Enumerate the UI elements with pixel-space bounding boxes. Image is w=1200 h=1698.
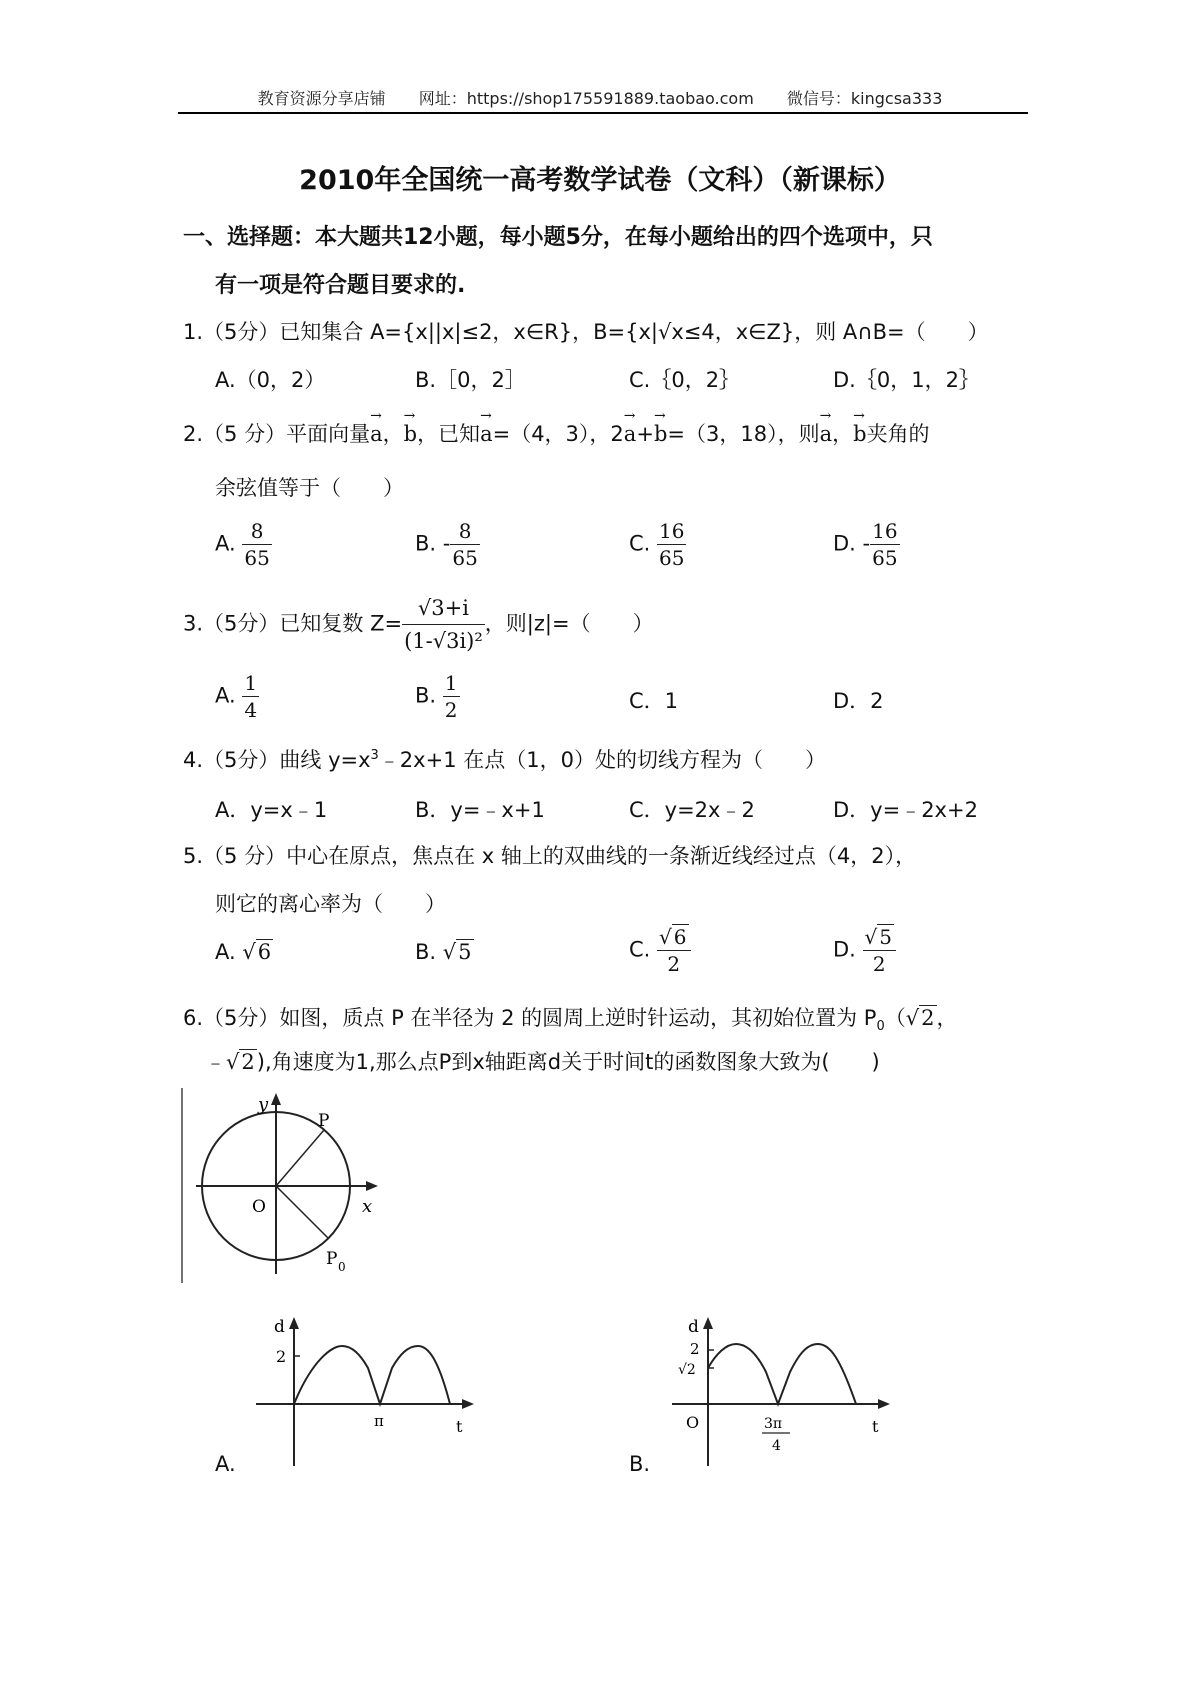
q2-sep: ， [832,422,854,446]
header-wechat: 微信号：kingcsa333 [786,89,943,108]
graph-a-t-label: t [456,1417,463,1436]
q2-cond2-coef: 2 [610,422,624,446]
numerator: 8 [450,518,479,545]
question-4-stem [183,744,826,774]
q5-d-label: D. [833,937,856,962]
q6-option-a-label: A. [215,1452,236,1476]
exam-title: 2010年全国统一高考数学试卷（文科）（新课标） [299,165,901,196]
q2-cond2-plus: + [636,422,654,446]
q2-b-fraction [450,518,479,571]
q2-cond1: =（4，3）， [492,422,611,446]
graph-b-tick-y: 2 [690,1340,700,1358]
q3-stem-post: ，则|z|=（ ） [484,611,654,636]
q6-open-paren: （ [884,1006,906,1030]
q2-b-sign: - [442,531,451,556]
x-axis-arrow [366,1181,378,1191]
q2-a-label: A. [215,531,236,556]
radius-op0 [276,1186,328,1238]
q5-option-b [415,940,474,964]
q5-b-label: B. [415,940,437,964]
fig-x-label: x [362,1196,373,1217]
q5-d-fraction [863,924,896,977]
q2-b-label: B. [415,531,437,556]
header-site: 网址：https://shop175591889.taobao.com [418,89,754,108]
q3-option-a [215,670,259,723]
question-6-line1 [183,1002,958,1034]
q2-a-fraction [242,518,271,571]
graph-a-d-label: d [274,1317,285,1337]
q3-option-b [415,670,460,723]
q3-option-d: D．2 [833,689,884,713]
vector-a: → a [624,422,637,446]
y-axis-arrow [271,1093,281,1105]
graph-b-tick-x-num: 3π [764,1416,783,1432]
denominator: (1-√3i)² [404,629,483,653]
denominator: 2 [872,952,886,976]
q2-stem-mid: ，已知 [417,422,481,446]
graph-a-tick-y: 2 [276,1347,287,1366]
graph-b-curve [708,1344,856,1404]
graph-a-d-arrow [289,1317,299,1329]
q3-stem-pre: 3.（5分）已知复数 Z= [183,611,403,636]
fig-p0-sub: 0 [338,1260,346,1274]
radicand: 5 [458,940,472,964]
denominator: 4 [244,698,258,722]
graph-b-tick-y2: √2 [678,1362,696,1378]
q2-option-c [629,518,686,571]
q6-minus: ﹣ [205,1050,226,1074]
radicand: 5 [879,925,893,949]
vector-b: → b [404,422,417,446]
radicand: 2 [241,1050,255,1074]
q3-b-label: B. [415,683,437,708]
q1-option-a: A.（0，2） [215,368,326,392]
section-heading-line2: 有一项是符合题目要求的. [215,273,466,298]
vector-a: → a [480,422,493,446]
q5-b-sqrt: √5 [442,940,472,964]
q2-stem-end: 夹角的 [866,422,930,446]
q5-option-d [833,924,896,977]
graph-b-tick-x-den: 4 [772,1438,781,1454]
denominator: 65 [872,546,898,570]
q3-a-label: A. [215,683,236,708]
numerator: 1 [244,671,258,695]
q3-fraction [402,592,485,657]
q1-option-b: B.［0，2］ [415,368,526,392]
q2-option-a [215,518,272,571]
numerator: 1 [444,671,458,695]
q5-option-a [215,940,273,964]
q6-line2-rest: ),角速度为1,那么点P到x轴距离d关于时间t的函数图象大致为( ) [256,1050,880,1074]
radicand: 2 [921,1006,935,1030]
q6-line1-pre: 6.（5分）如图，质点 P 在半径为 2 的圆周上逆时针运动，其初始位置为 P [183,1006,877,1030]
radicand: 6 [257,940,272,964]
question-6-line2 [205,1046,880,1076]
numerator: 16 [659,519,685,543]
numerator: √ 5 [863,924,896,951]
section-heading-line1: 一、选择题：本大题共12小题，每小题5分，在每小题给出的四个选项中，只 [183,225,933,250]
q4-stem-pre: 4.（5分）曲线 y=x [183,748,371,772]
graph-b-d-arrow [703,1317,713,1329]
q4-stem-post: ﹣2x+1 在点（1，0）处的切线方程为（ ） [378,748,826,772]
radius-op [276,1130,324,1186]
q2-d-sign: - [862,531,871,556]
q6-p0-sub: 0 [876,1019,885,1035]
q6-option-b-label: B. [629,1452,651,1476]
fig-y-label: y [258,1094,269,1115]
graph-b-t-label: t [872,1417,879,1436]
question-5-stem: 5.（5 分）中心在原点，焦点在 x 轴上的双曲线的一条渐近线经过点（4，2）， [183,844,917,868]
graph-b-origin: O [686,1413,700,1432]
numerator: √ 6 [657,924,690,951]
graph-b-d-label: d [688,1317,699,1337]
q4-option-b: B．y=﹣x+1 [415,798,545,822]
question-3-stem [183,592,654,657]
q2-option-b [415,518,480,571]
vector-a: → a [820,422,833,446]
q3-option-c: C．1 [629,689,679,713]
header-divider [178,112,1028,114]
graph-a [250,1310,480,1470]
question-2-stem [183,418,930,448]
vector-a: → a [370,422,383,446]
q5-a-sqrt: √6 [242,940,272,964]
q3-b-fraction [443,670,460,723]
q2-option-d [833,518,900,571]
denominator: 65 [659,546,685,570]
q2-sep: ， [382,422,404,446]
question-2-line2: 余弦值等于（ ） [215,476,404,500]
question-5-line2: 则它的离心率为（ ） [215,892,446,916]
numerator: 8 [242,518,271,545]
q6-comma: ， [936,1006,958,1030]
q6-sqrt-y: √2 [226,1050,255,1074]
q5-option-c [629,924,691,977]
denominator: 2 [667,952,681,976]
q4-option-c: C．y=2x﹣2 [629,798,755,822]
q2-stem-pre: 2.（5 分）平面向量 [183,422,371,446]
denominator: 2 [444,698,458,722]
graph-a-curve [294,1346,450,1404]
q5-a-label: A. [215,940,236,964]
q5-c-label: C. [629,937,651,962]
q2-cond2-rest: =（3，18），则 [667,422,820,446]
q5-c-fraction [657,924,690,977]
header-shop: 教育资源分享店铺 [257,89,386,108]
graph-a-t-arrow [462,1399,474,1409]
circle-figure [178,1088,398,1288]
q4-option-d: D．y=﹣2x+2 [833,798,978,822]
q2-d-fraction [870,518,899,571]
q6-sqrt-x: √2 [905,1006,935,1030]
q2-c-label: C. [629,531,651,556]
denominator: 65 [452,546,478,570]
q1-option-d: D.｛0，1，2｝ [833,368,980,392]
q3-a-fraction [242,670,259,723]
graph-a-tick-x: π [374,1412,384,1430]
q1-option-c: C.｛0，2｝ [629,368,741,392]
vector-b: → b [654,422,667,446]
numerator: 16 [872,519,898,543]
page-header [0,86,1200,109]
question-1-stem: 1.（5分）已知集合 A={x||x|≤2，x∈R}，B={x|√x≤4，x∈Z}，则 A∩B=（ ） [183,320,989,344]
denominator: 65 [244,546,270,570]
graph-b [660,1310,900,1470]
q2-d-label: D. [833,531,856,556]
fig-origin-label: O [252,1197,266,1217]
q2-c-fraction [657,518,686,571]
radicand: 6 [673,925,687,949]
graph-b-t-arrow [878,1399,890,1409]
fig-p0-label: P [326,1249,338,1269]
numerator: √3+i [402,592,485,625]
vector-b: → b [853,422,866,446]
q4-exponent: 3 [370,748,379,763]
fig-p-label: P [318,1111,330,1131]
q4-option-a: A．y=x﹣1 [215,798,328,822]
